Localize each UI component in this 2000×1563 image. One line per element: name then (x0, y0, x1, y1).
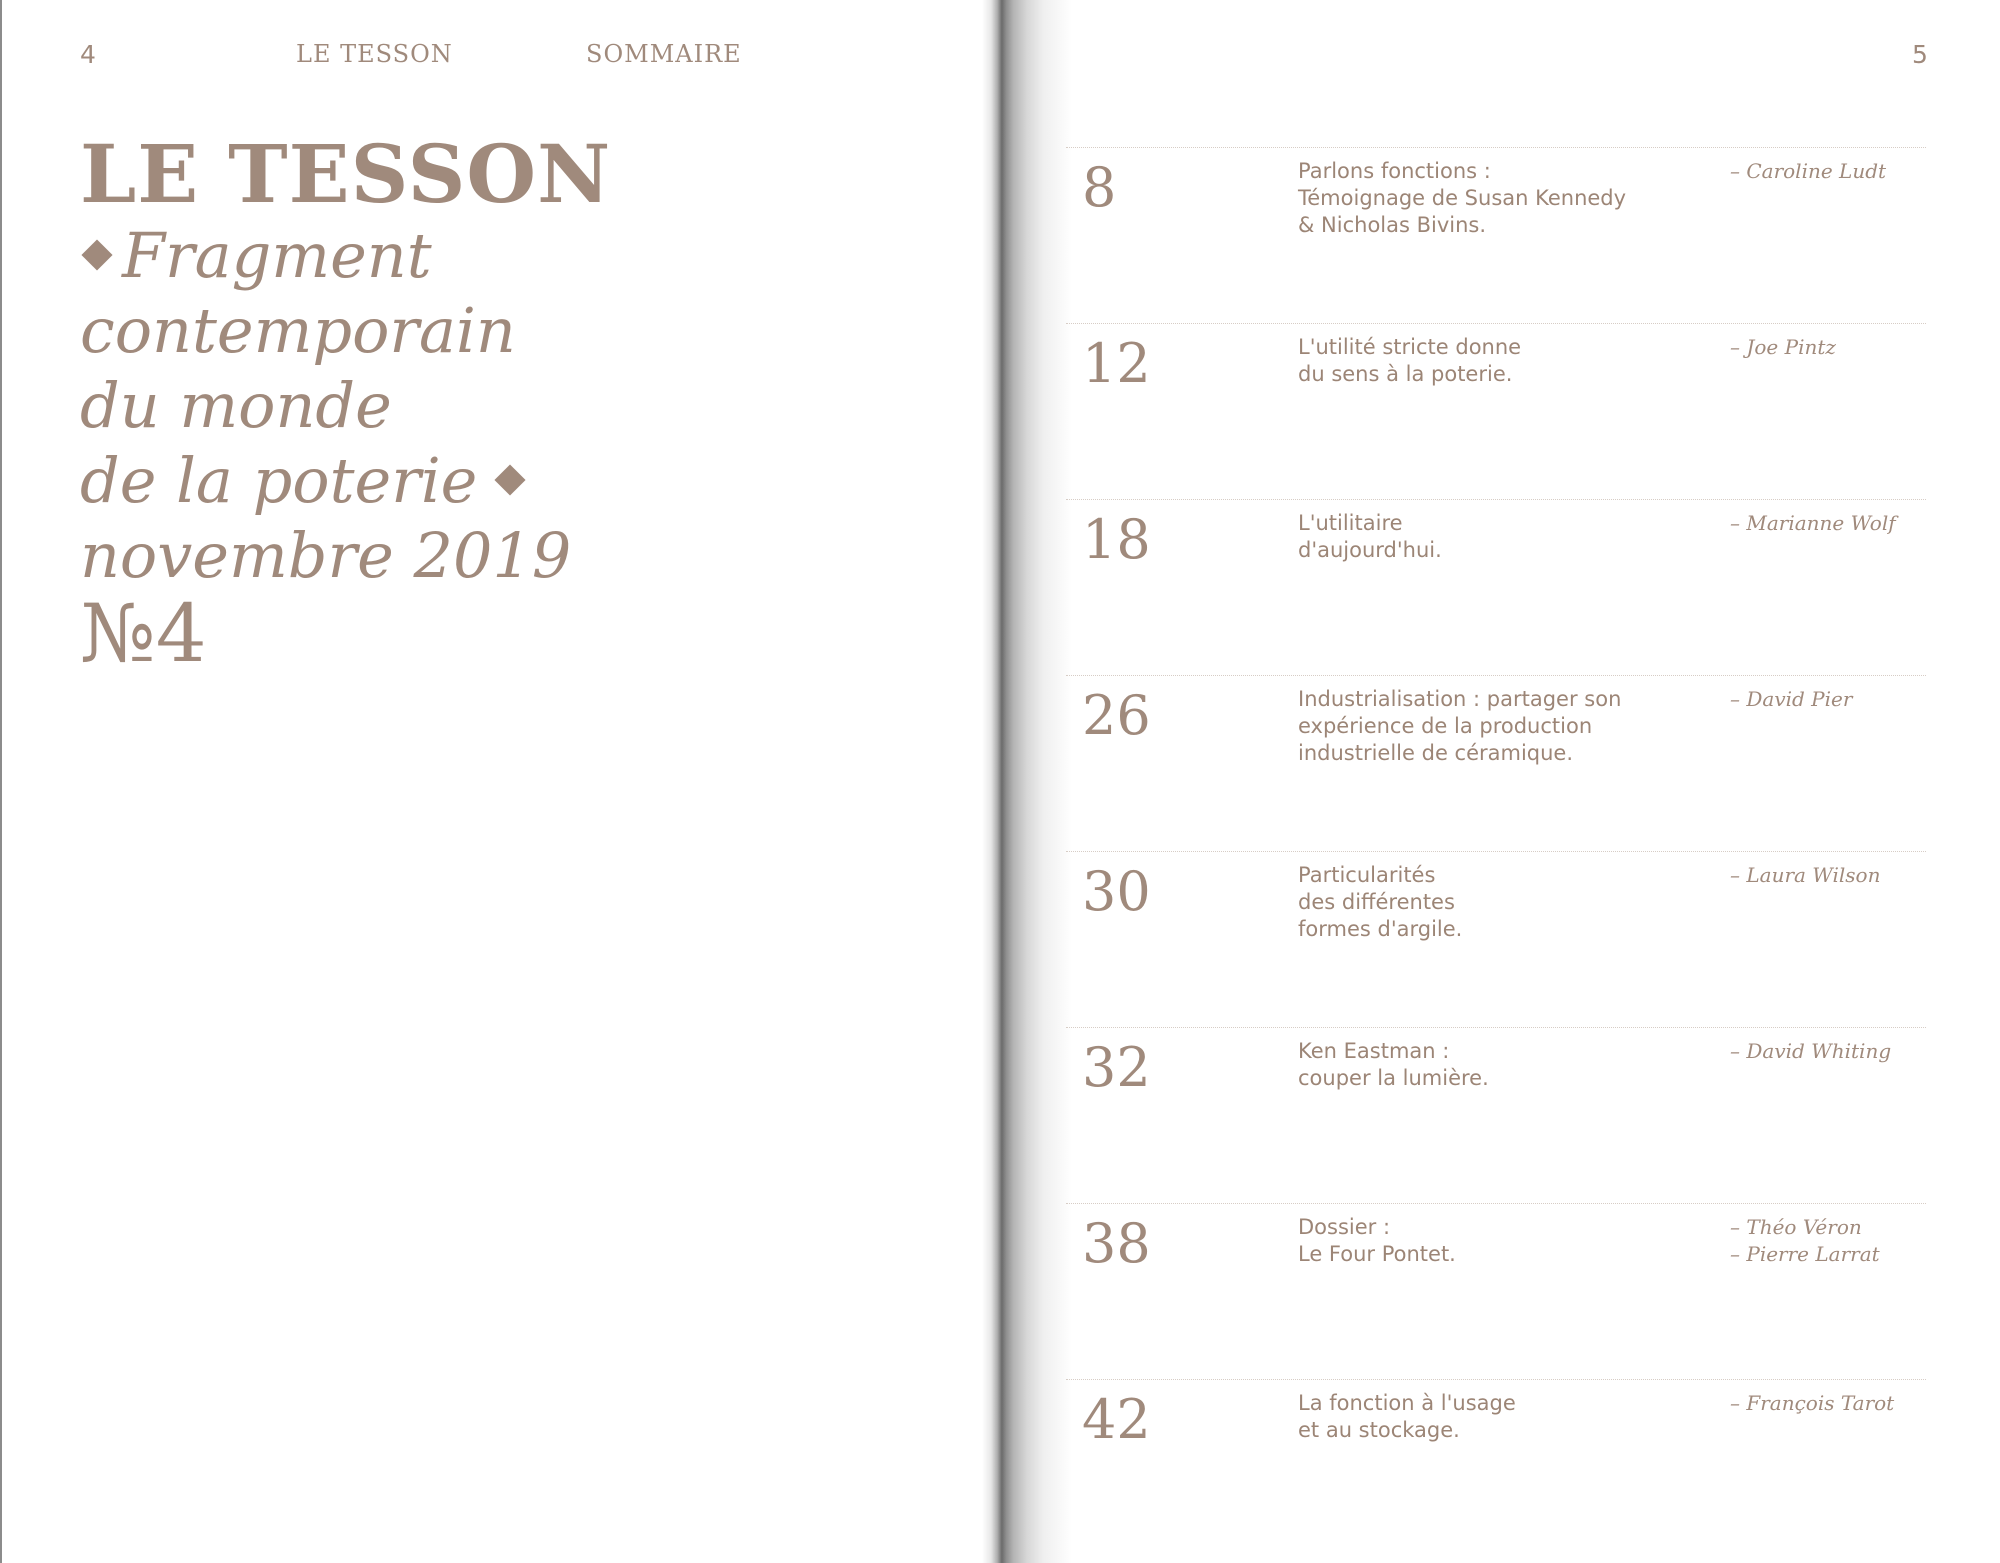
toc-entry[interactable] (1066, 147, 1926, 323)
toc-entry[interactable] (1066, 675, 1926, 851)
toc-title-line: Industrialisation : partager son (1298, 687, 1622, 711)
toc-page-number: 8 (1082, 156, 1117, 219)
toc-author-name: – François Tarot (1730, 1391, 1895, 1415)
toc-entry[interactable] (1066, 851, 1926, 1027)
toc-author (1730, 1214, 1930, 1268)
toc-article-title (1298, 862, 1758, 943)
toc-title-line: Le Four Pontet. (1298, 1242, 1456, 1266)
toc-author (1730, 1390, 1930, 1417)
toc-article-title (1298, 686, 1758, 767)
toc-title-line: industrielle de céramique. (1298, 741, 1574, 765)
toc-entry[interactable] (1066, 499, 1926, 675)
toc-title-line: & Nicholas Bivins. (1298, 213, 1487, 237)
right-page-number: 5 (1912, 40, 1928, 69)
issue-number: №4 (80, 587, 207, 680)
toc-title-line: des différentes (1298, 890, 1455, 914)
toc-title-line: Parlons fonctions : (1298, 159, 1491, 183)
toc-title-line: expérience de la production (1298, 714, 1593, 738)
toc-author (1730, 510, 1930, 537)
toc-title-line: Témoignage de Susan Kennedy (1298, 186, 1627, 210)
toc-author-name: – Théo Véron (1730, 1215, 1862, 1239)
toc-title-line: d'aujourd'hui. (1298, 538, 1442, 562)
left-page-number: 4 (80, 40, 96, 69)
toc-title-line: La fonction à l'usage (1298, 1391, 1516, 1415)
toc-author-name: – Laura Wilson (1730, 863, 1881, 887)
toc-article-title (1298, 1390, 1758, 1444)
toc-author (1730, 158, 1930, 185)
toc-title-line: L'utilitaire (1298, 511, 1403, 535)
table-of-contents (1066, 147, 1926, 1555)
toc-author-name: – Caroline Ludt (1730, 159, 1887, 183)
toc-title-line: L'utilité stricte donne (1298, 335, 1522, 359)
toc-article-title (1298, 1214, 1758, 1268)
toc-title-line: du sens à la poterie. (1298, 362, 1513, 386)
toc-page-number: 42 (1082, 1388, 1151, 1451)
toc-author (1730, 334, 1930, 361)
toc-article-title (1298, 158, 1758, 239)
issue-date: novembre 2019 (80, 519, 572, 592)
toc-author-name: – David Pier (1730, 687, 1853, 711)
toc-page-number: 12 (1082, 332, 1151, 395)
toc-author-name: – Joe Pintz (1730, 335, 1836, 359)
toc-title-line: Dossier : (1298, 1215, 1391, 1239)
toc-entry[interactable] (1066, 323, 1926, 499)
section-label: SOMMAIRE (586, 40, 742, 68)
toc-author-name: – Marianne Wolf (1730, 511, 1896, 535)
toc-page-number: 38 (1082, 1212, 1151, 1275)
toc-entry[interactable] (1066, 1027, 1926, 1203)
toc-title-line: et au stockage. (1298, 1418, 1460, 1442)
toc-page-number: 32 (1082, 1036, 1151, 1099)
subtitle-line: de la poterie (80, 443, 720, 518)
toc-article-title (1298, 334, 1758, 388)
toc-article-title (1298, 510, 1758, 564)
toc-entry[interactable] (1066, 1203, 1926, 1379)
toc-page-number: 18 (1082, 508, 1151, 571)
toc-article-title (1298, 1038, 1758, 1092)
page-edge (0, 0, 2, 1563)
toc-author (1730, 862, 1930, 889)
toc-page-number: 30 (1082, 860, 1151, 923)
diamond-icon (81, 239, 112, 270)
toc-page-number: 26 (1082, 684, 1151, 747)
toc-title-line: Ken Eastman : (1298, 1039, 1450, 1063)
toc-entry[interactable] (1066, 1379, 1926, 1555)
toc-author (1730, 686, 1930, 713)
toc-title-line: couper la lumière. (1298, 1066, 1489, 1090)
running-title: LE TESSON (296, 40, 453, 68)
toc-author-name: – David Whiting (1730, 1039, 1892, 1063)
magazine-title-block (80, 127, 720, 680)
magazine-title: LE TESSON (80, 127, 612, 221)
book-gutter-shadow (982, 0, 1072, 1563)
toc-author (1730, 1038, 1930, 1065)
toc-author-name: – Pierre Larrat (1730, 1242, 1880, 1266)
toc-title-line: Particularités (1298, 863, 1436, 887)
diamond-icon (495, 464, 526, 495)
subtitle-line: Fragment (80, 218, 720, 293)
subtitle-line: du monde (80, 369, 392, 442)
subtitle-line: contemporain (80, 294, 516, 367)
toc-title-line: formes d'argile. (1298, 917, 1463, 941)
